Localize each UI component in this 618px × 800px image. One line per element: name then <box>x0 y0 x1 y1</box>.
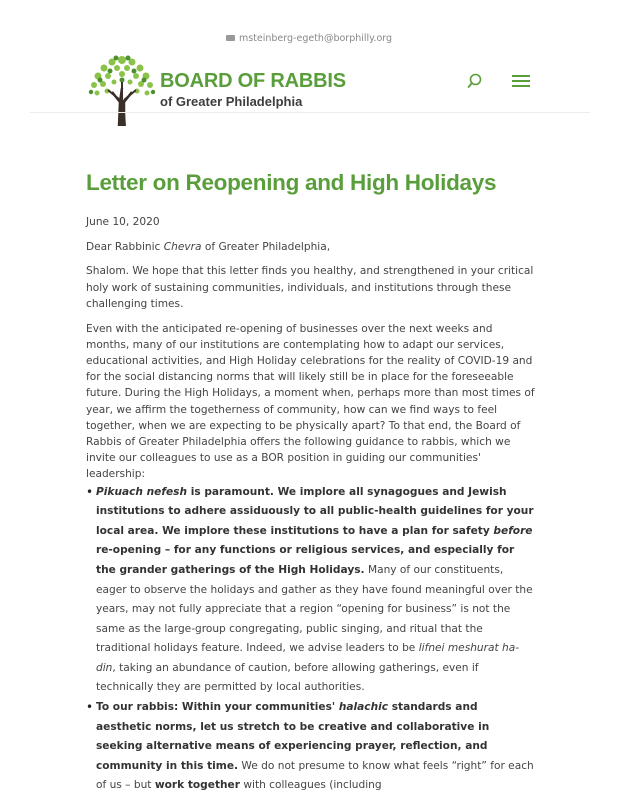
envelope-icon <box>226 35 235 41</box>
header-divider <box>30 112 590 113</box>
logo-subtitle[interactable]: of Greater Philadelphia <box>160 94 303 109</box>
logo-title[interactable]: BOARD OF RABBIS <box>160 70 346 92</box>
bold-italic-text: Pikuach nefesh <box>96 485 188 498</box>
salutation <box>86 239 536 255</box>
search-icon[interactable] <box>466 72 484 90</box>
page-title: Letter on Reopening and High Holidays <box>86 170 497 196</box>
body-text: We do not presume to know what feels “right” for each of us – but <box>96 759 534 792</box>
letter-date: June 10, 2020 <box>86 216 160 228</box>
paragraph-2: Even with the anticipated re-opening of businesses over the next weeks and months, many of our institutions are contemplating how to adapt our services, educational activities, and High Holiday celebrations for the reality of COVID-19 and for the social distancing norms that will likely still be in place for the foreseeable future. During the High Holidays, a moment when, perhaps more than most times of year, we affirm the togetherness of community, how can we find ways to feel together, when we are expecting to be physically apart? To that end, the Board of Rabbis of Greater Philadelphia offers the following guidance to rabbis, which we invite our colleagues to use as a BOR position in guiding our communities' leadership: <box>86 322 535 481</box>
salutation-text-end: of Greater Philadelphia, <box>201 240 331 253</box>
body-text: with colleagues (including <box>239 779 382 792</box>
paragraph-1: Shalom. We hope that this letter finds you healthy, and strengthened in your critical holy work of sustaining communities, individuals, and institutions through these challenging times. <box>86 265 534 310</box>
body-text: Many of our constituents, eager to observe the holidays and gather as they have found meaningful over the years, may not fully appreciate that a region “opening for business” is not the same as the large-group congregating, public singing, and ritual that the traditional holidays feature. Indeed, we advise leaders to be <box>96 563 533 655</box>
bold-italic-text: halachic <box>338 701 389 714</box>
salutation-text: Dear Rabbinic <box>86 240 164 253</box>
contact-email[interactable]: msteinberg-egeth@borphilly.org <box>238 33 393 44</box>
salutation-italic: Chevra <box>163 240 202 253</box>
bold-text: re-opening – for any functions or religious services, and especially for the grander gatherings of the High Holidays. <box>96 544 515 576</box>
body-text: , taking an abundance of caution, before allowing gatherings, even if technically they are permitted by local authorities. <box>96 661 479 694</box>
article-body <box>86 214 536 796</box>
list-item <box>96 483 536 699</box>
site-header <box>86 52 532 112</box>
guidance-list <box>86 483 536 797</box>
contact-email-bar <box>0 33 618 44</box>
italic-text: lifnei meshurat ha-din <box>96 642 520 674</box>
menu-icon[interactable] <box>512 74 530 88</box>
bold-text: To our rabbis: Within your communities' <box>96 701 339 714</box>
list-item <box>96 698 536 796</box>
tree-logo-icon[interactable] <box>86 52 158 126</box>
bold-italic-text: before <box>493 524 533 537</box>
bold-text: standards and aesthetic norms, let us stretch to be creative and collaborative in seeking alternative means of experiencing prayer, reflection, and community in this time. <box>96 701 490 772</box>
bold-text: is paramount. We implore all synagogues and Jewish institutions to adhere assiduously to all public-health guidelines for your local area. We implore these institutions to have a plan for safety <box>96 485 534 537</box>
bold-text: work together <box>154 779 240 792</box>
